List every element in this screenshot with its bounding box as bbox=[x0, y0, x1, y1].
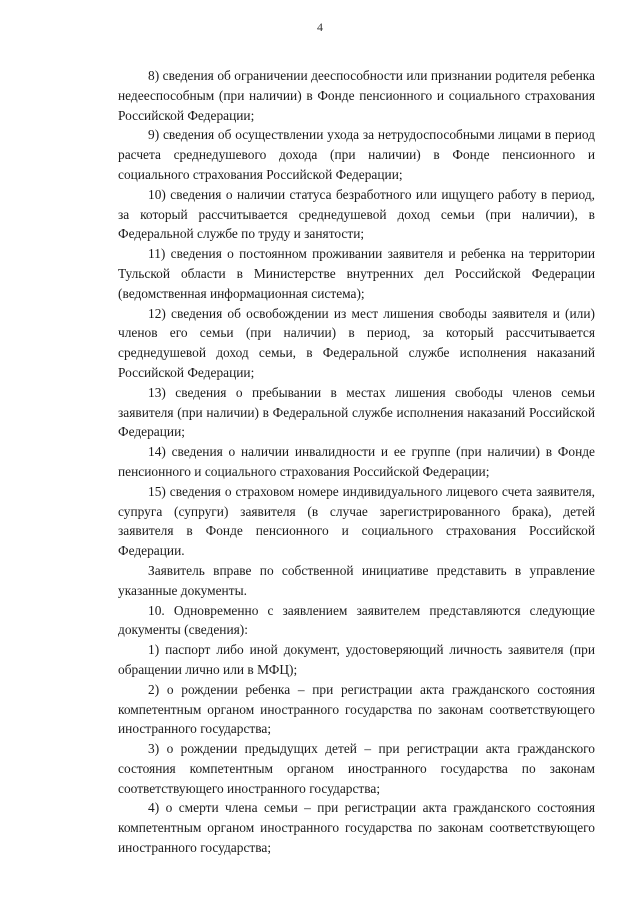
paragraph-item-11: 11) сведения о постоянном проживании заявителя и ребенка на территории Тульской области в Министерстве внутренних дел Российской Федерации (ведомственная информационная система); bbox=[118, 246, 595, 301]
page-number: 4 bbox=[317, 20, 323, 34]
paragraph-applicant-right: Заявитель вправе по собственной инициативе представить в управление указанные документы. bbox=[118, 562, 595, 598]
document-body bbox=[118, 66, 595, 858]
paragraph-item-14: 14) сведения о наличии инвалидности и ее группе (при наличии) в Фонде пенсионного и социального страхования Российской Федерации; bbox=[118, 444, 595, 479]
paragraph-item-13: 13) сведения о пребывании в местах лишения свободы членов семьи заявителя (при наличии) в Федеральной службе исполнения наказаний Российской Федерации; bbox=[118, 384, 595, 440]
paragraph-item-8: 8) сведения об ограничении дееспособности или признании родителя ребенка недееспособным (при наличии) в Фонде пенсионного и социального страхования Российской Федерации; bbox=[118, 68, 595, 123]
paragraph-doc-2: 2) о рождении ребенка – при регистрации акта гражданского состояния компетентным органом иностранного государства по законам соответствующего иностранного государства; bbox=[118, 681, 595, 737]
paragraph-item-9: 9) сведения об осуществлении ухода за нетрудоспособными лицами в период расчета среднедушевого дохода (при наличии) в Фонде пенсионного и социального страхования Российской Федерации; bbox=[118, 127, 595, 182]
paragraph-doc-4: 4) о смерти члена семьи – при регистрации акта гражданского состояния компетентным органом иностранного государства по законам соответствующего иностранного государства; bbox=[118, 800, 595, 856]
paragraph-doc-1: 1) паспорт либо иной документ, удостоверяющий личность заявителя (при обращении лично или в МФЦ); bbox=[118, 642, 595, 677]
paragraph-doc-3: 3) о рождении предыдущих детей – при регистрации акта гражданского состояния компетентным органом иностранного государства по законам соответствующего иностранного государства; bbox=[118, 741, 595, 796]
paragraph-section-10: 10. Одновременно с заявлением заявителем представляются следующие документы (сведения): bbox=[118, 602, 595, 638]
paragraph-item-10: 10) сведения о наличии статуса безработного или ищущего работу в период, за который рассчитывается среднедушевой доход семьи (при наличии), в Федеральной службе по труду и занятости; bbox=[118, 186, 595, 242]
paragraph-item-15: 15) сведения о страховом номере индивидуального лицевого счета заявителя, супруга (супруги) заявителя (в случае зарегистрированного брака), детей заявителя в Фонде пенсионного и социального страхования Российской Федерации. bbox=[118, 483, 595, 559]
paragraph-item-12: 12) сведения об освобождении из мест лишения свободы заявителя и (или) членов его семьи (при наличии) в период, за который рассчитывается среднедушевой доход семьи, в Федеральной службе исполнения наказаний Российской Федерации; bbox=[118, 305, 595, 380]
